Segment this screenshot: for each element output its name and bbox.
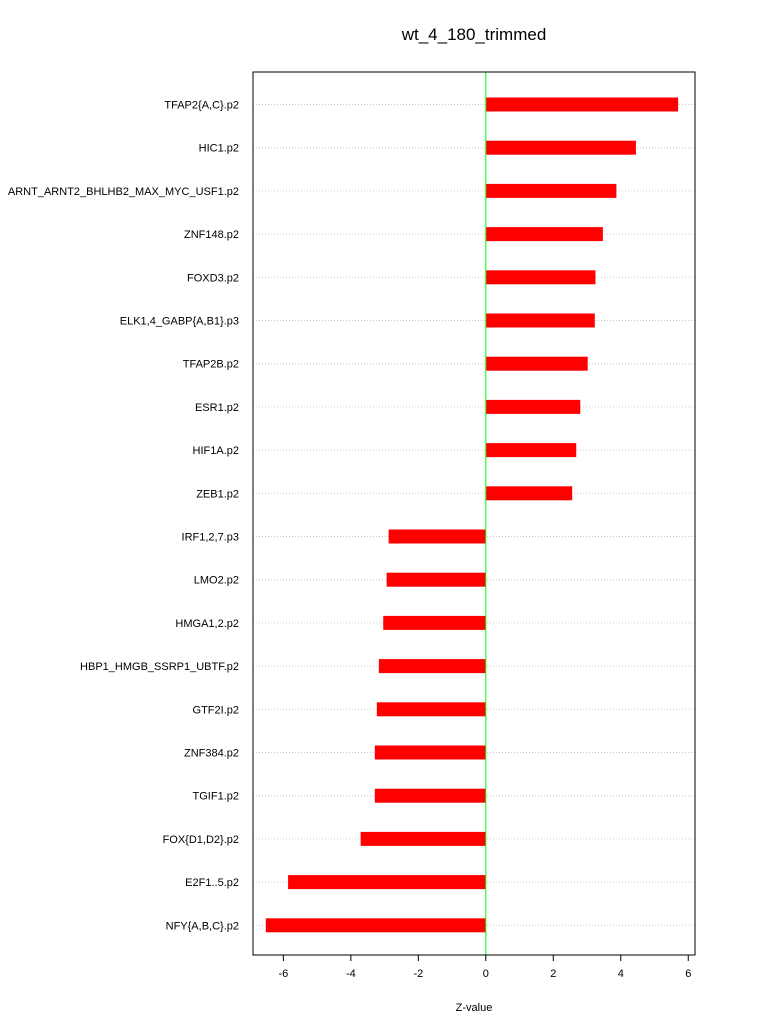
bar: [486, 314, 595, 328]
category-label: ZEB1.p2: [196, 488, 239, 501]
bar: [486, 184, 617, 198]
category-label: ESR1.p2: [194, 401, 239, 414]
category-label: GTF2I.p2: [192, 704, 239, 717]
x-tick-label: -2: [413, 968, 424, 980]
category-label: ARNT_ARNT2_BHLHB2_MAX_MYC_USF1.p2: [7, 185, 239, 198]
bar: [486, 357, 588, 371]
x-tick-label: -6: [278, 968, 289, 980]
category-label: FOXD3.p2: [187, 272, 239, 285]
bar: [486, 443, 576, 457]
x-tick-label: -4: [345, 968, 356, 980]
category-label: E2F1..5.p2: [185, 877, 239, 890]
x-axis: [278, 955, 691, 980]
category-labels: [8, 100, 239, 933]
bars: [266, 98, 678, 933]
bar: [361, 832, 486, 846]
category-label: HMGA1,2.p2: [175, 617, 239, 630]
bar: [486, 141, 636, 155]
category-label: TFAP2B.p2: [182, 358, 239, 371]
bar: [389, 530, 486, 544]
chart-title: wt_4_180_trimmed: [401, 25, 547, 44]
x-axis-label: Z-value: [455, 1002, 493, 1014]
bar: [266, 918, 486, 932]
category-label: ZNF384.p2: [183, 747, 239, 760]
x-tick-label: 2: [550, 968, 557, 980]
bar: [387, 573, 486, 587]
bar: [486, 98, 678, 112]
bar: [486, 270, 596, 284]
bar: [486, 486, 572, 500]
category-label: FOX{D1,D2}.p2: [162, 833, 239, 846]
category-label: LMO2.p2: [193, 574, 239, 587]
category-label: TGIF1.p2: [192, 790, 239, 803]
category-label: ZNF148.p2: [183, 229, 239, 242]
bar: [375, 746, 486, 760]
bar: [377, 702, 486, 716]
bar: [375, 789, 486, 803]
category-label: HIC1.p2: [198, 142, 239, 155]
x-tick-label: 4: [617, 968, 624, 980]
category-label: ELK1,4_GABP{A,B1}.p3: [119, 315, 239, 328]
bar: [486, 227, 603, 241]
category-label: HBP1_HMGB_SSRP1_UBTF.p2: [80, 661, 239, 674]
bar: [486, 400, 580, 414]
x-tick-label: 0: [482, 968, 489, 980]
plot-frame: [253, 72, 695, 955]
category-label: HIF1A.p2: [192, 445, 239, 458]
category-label: NFY{A,B,C}.p2: [165, 920, 239, 933]
bar: [383, 616, 486, 630]
bar: [288, 875, 486, 889]
category-label: TFAP2{A,C}.p2: [164, 99, 239, 112]
category-label: IRF1,2,7.p3: [181, 531, 239, 544]
bar: [379, 659, 486, 673]
x-tick-label: 6: [685, 968, 692, 980]
